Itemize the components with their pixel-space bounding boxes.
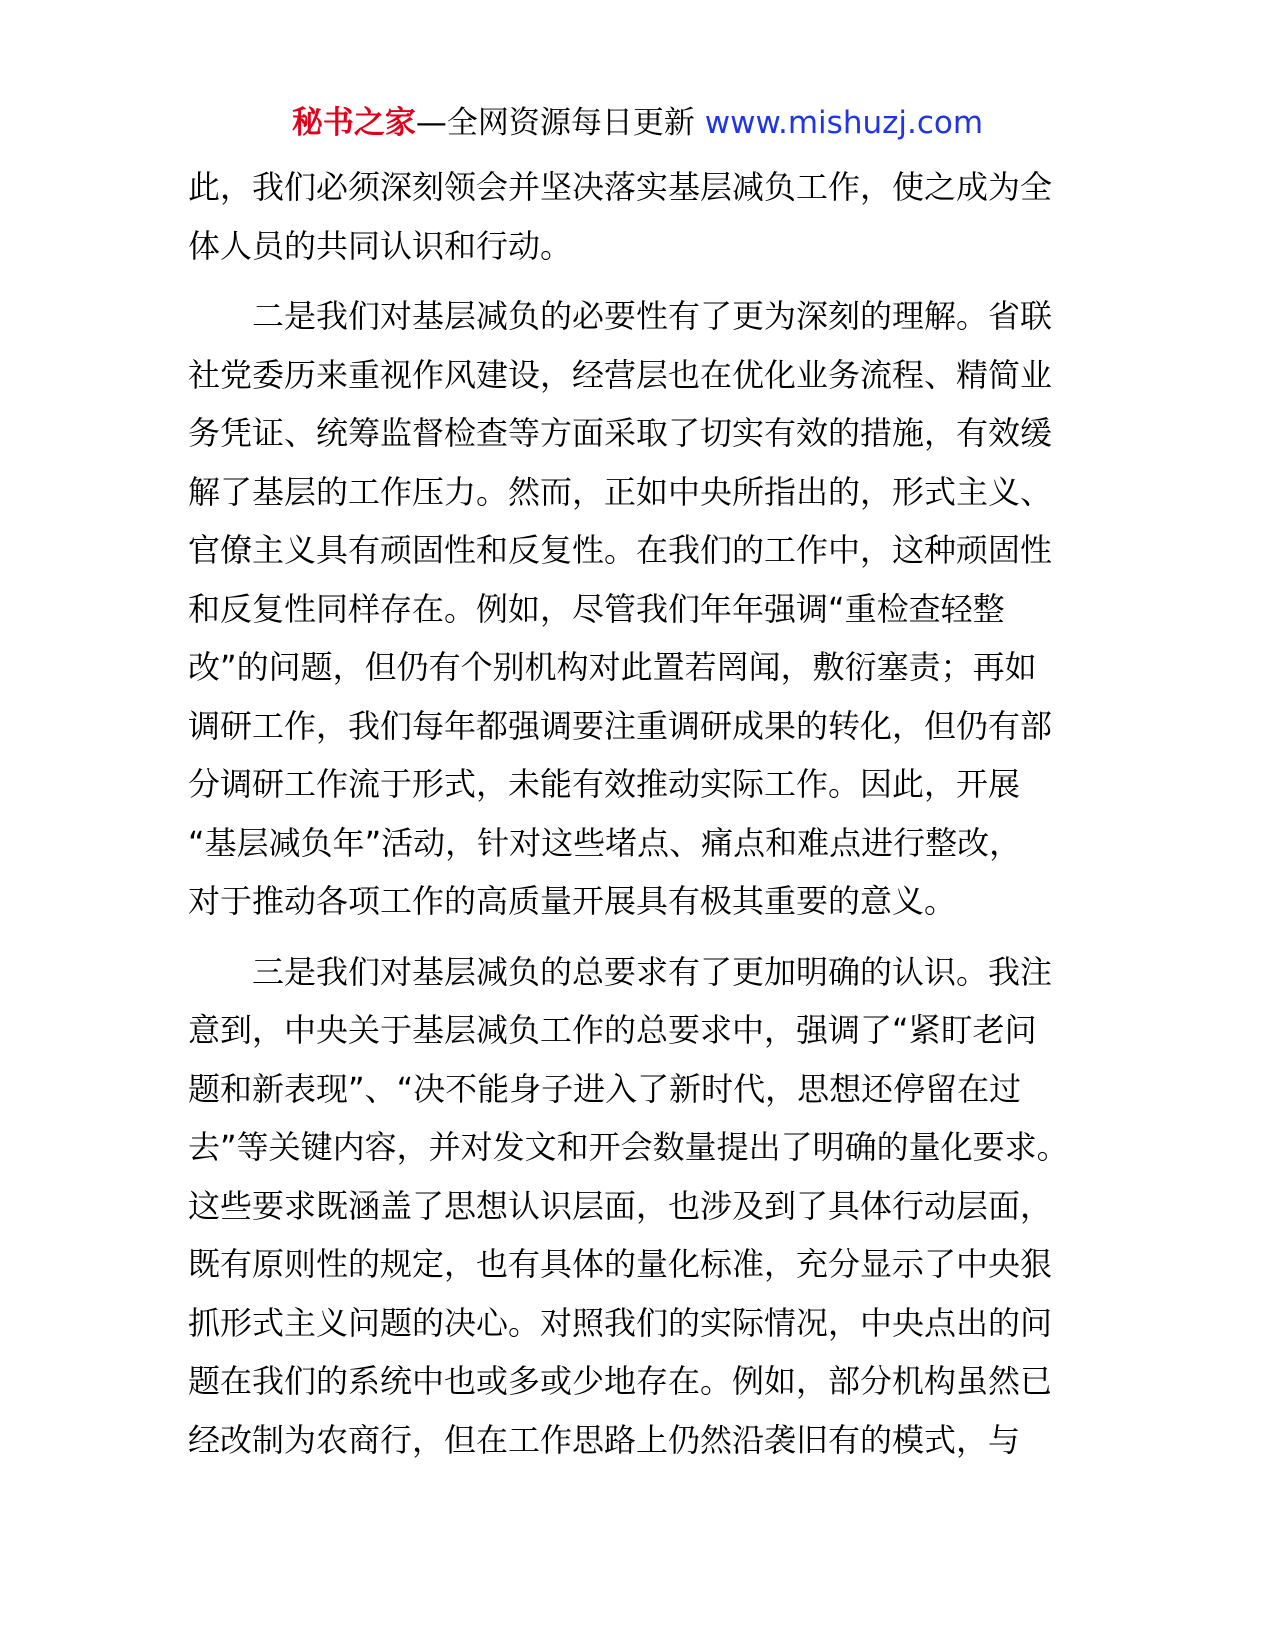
text-line: “基层减负年”活动，针对这些堵点、痛点和难点进行整改， xyxy=(188,823,1022,862)
text-line: 题在我们的系统中也或多或少地存在。例如，部分机构虽然已 xyxy=(188,1362,1053,1400)
text-line: 解了基层的工作压力。然而，正如中央所指出的，形式主义、 xyxy=(188,472,1053,511)
text-line: 分调研工作流于形式，未能有效推动实际工作。因此，开展 xyxy=(188,765,1021,803)
text-line: 此，我们必须深刻领会并坚决落实基层减负工作，使之成为全 xyxy=(188,168,1053,206)
site-url-link[interactable]: www.mishuzj.com xyxy=(704,105,984,141)
text-line: 三是我们对基层减负的总要求有了更加明确的认识。我注 xyxy=(188,952,1053,991)
site-tagline: —全网资源每日更新 xyxy=(415,105,695,141)
paragraph-3 xyxy=(188,943,1108,1470)
site-brand: 秘书之家 xyxy=(291,105,416,141)
text-line: 务凭证、统筹监督检查等方面采取了切实有效的措施，有效缓 xyxy=(188,414,1053,452)
text-line: 官僚主义具有顽固性和反复性。在我们的工作中，这种顽固性 xyxy=(188,531,1053,569)
text-line: 对于推动各项工作的高质量开展具有极其重要的意义。 xyxy=(188,882,957,920)
text-line: 抓形式主义问题的决心。对照我们的实际情况，中央点出的问 xyxy=(188,1303,1053,1342)
text-line: 这些要求既涵盖了思想认识层面，也涉及到了具体行动层面， xyxy=(188,1186,1053,1225)
text-line: 经改制为农商行，但在工作思路上仍然沿袭旧有的模式，与 xyxy=(188,1420,1021,1459)
paragraph-1 xyxy=(188,158,1108,275)
site-header xyxy=(0,100,1275,146)
paragraph-2 xyxy=(188,287,1108,931)
text-line: 和反复性同样存在。例如，尽管我们年年强调“重检查轻整 xyxy=(188,589,1005,628)
text-line: 改”的问题，但仍有个别机构对此置若罔闻，敷衍塞责；再如 xyxy=(188,648,1037,686)
text-line: 去”等关键内容，并对发文和开会数量提出了明确的量化要求。 xyxy=(188,1128,1069,1166)
text-line: 二是我们对基层减负的必要性有了更为深刻的理解。省联 xyxy=(188,297,1053,335)
text-line: 体人员的共同认识和行动。 xyxy=(188,226,573,265)
document-body xyxy=(188,158,1108,1469)
text-line: 既有原则性的规定，也有具体的量化标准，充分显示了中央狠 xyxy=(188,1245,1053,1283)
text-line: 社党委历来重视作风建设，经营层也在优化业务流程、精简业 xyxy=(188,355,1053,394)
text-line: 调研工作，我们每年都强调要注重调研成果的转化，但仍有部 xyxy=(188,706,1053,745)
text-line: 题和新表现”、“决不能身子进入了新时代，思想还停留在过 xyxy=(188,1069,1022,1108)
text-line: 意到，中央关于基层减负工作的总要求中，强调了“紧盯老问 xyxy=(188,1011,1037,1049)
